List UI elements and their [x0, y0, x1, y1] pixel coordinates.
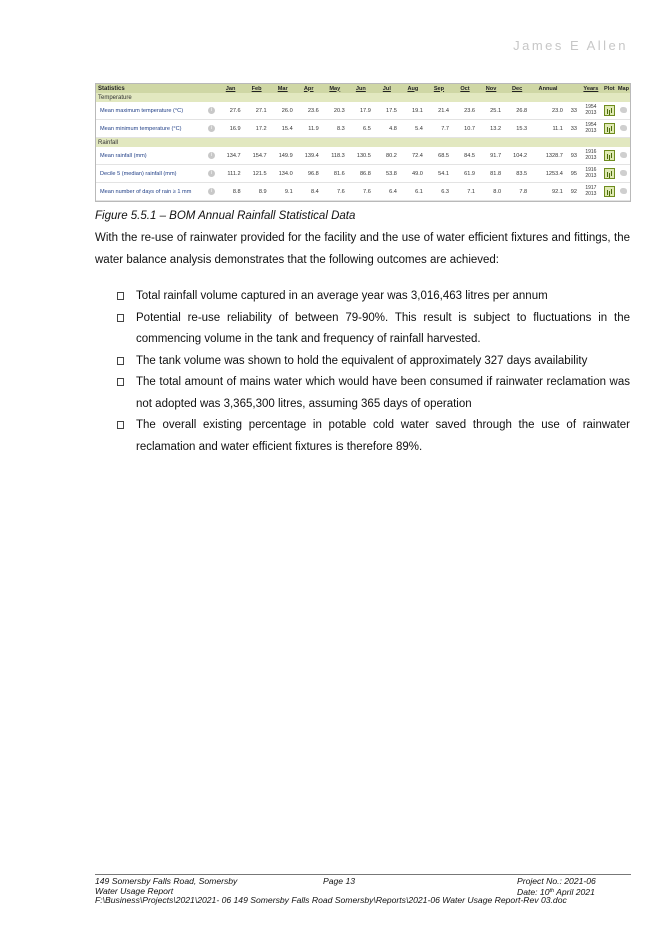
table-header-cell: Nov	[478, 84, 504, 93]
month-value: 26.8	[504, 102, 530, 120]
table-row	[96, 147, 630, 165]
years-to: 2013	[585, 154, 597, 161]
years-from: 1954	[585, 104, 597, 110]
bullet-box-icon	[117, 378, 124, 386]
list-item	[117, 351, 630, 373]
footer-file-path: F:\Business\Projects\2021\2021- 06 149 Somersby Falls Road Somersby\Reports\2021-06 Water Usage Report-Rev 03.doc	[95, 895, 567, 906]
list-item-text: Potential re-use reliability of between 79-90%. This result is subject to fluctuations in the commencing volume in the tank and frequency of rainfall harvested.	[136, 311, 630, 345]
list-item-text: The overall existing percentage in potable cold water saved through the use of rainwater reclamation and water efficient fixtures is therefore 89%.	[136, 419, 630, 453]
month-value: 25.1	[478, 102, 504, 120]
row-label[interactable]: Decile 5 (median) rainfall (mm)	[96, 165, 206, 183]
outcomes-list	[117, 286, 630, 458]
month-value: 61.9	[452, 165, 478, 183]
australia-map-icon[interactable]	[620, 152, 627, 158]
years-count: 33	[566, 102, 580, 120]
brand-logo-text: James E Allen	[513, 38, 628, 53]
month-value: 8.3	[322, 120, 348, 138]
table-row	[96, 120, 630, 138]
australia-map-icon[interactable]	[620, 125, 627, 131]
month-value: 8.0	[478, 183, 504, 201]
month-value: 27.6	[218, 102, 244, 120]
month-value: 23.6	[452, 102, 478, 120]
years-range	[580, 147, 602, 165]
footer-date-suffix: April 2021	[554, 886, 595, 897]
month-value: 7.7	[426, 120, 452, 138]
month-value: 91.7	[478, 147, 504, 165]
map-cell[interactable]	[617, 147, 630, 165]
bullet-box-icon	[117, 357, 124, 365]
month-value: 53.8	[374, 165, 400, 183]
info-icon[interactable]: i	[208, 152, 215, 159]
month-value: 7.6	[322, 183, 348, 201]
list-item-text: The total amount of mains water which would have been consumed if rainwater reclamation was not adopted was 3,365,300 litres, assuming 365 days of operation	[136, 376, 630, 410]
table-header-cell	[206, 84, 218, 93]
years-range	[580, 102, 602, 120]
table-header-row	[96, 84, 630, 93]
footer-date-prefix: Date: 10	[517, 886, 550, 897]
month-value: 83.5	[504, 165, 530, 183]
map-cell[interactable]	[617, 102, 630, 120]
month-value: 26.0	[270, 102, 296, 120]
footer-report-title: Water Usage Report	[95, 885, 174, 896]
month-value: 72.4	[400, 147, 426, 165]
table-header-cell: Mar	[270, 84, 296, 93]
list-item	[117, 286, 630, 308]
section-title: Rainfall	[96, 138, 630, 148]
section-title: Temperature	[96, 93, 630, 102]
footer-project-number: Project No.: 2021-06	[517, 876, 596, 886]
table-header-cell: May	[322, 84, 348, 93]
years-from: 1917	[585, 185, 597, 191]
annual-value: 23.0	[530, 102, 566, 120]
table-section-row	[96, 138, 630, 148]
list-item	[117, 372, 630, 415]
years-to: 2013	[585, 127, 597, 134]
list-item-text: Total rainfall volume captured in an average year was 3,016,463 litres per annum	[136, 290, 548, 302]
month-value: 17.2	[244, 120, 270, 138]
australia-map-icon[interactable]	[620, 170, 627, 176]
bar-chart-icon[interactable]	[604, 150, 615, 161]
month-value: 130.5	[348, 147, 374, 165]
table-header-cell: Sep	[426, 84, 452, 93]
list-item	[117, 308, 630, 351]
month-value: 139.4	[296, 147, 322, 165]
years-from: 1916	[585, 167, 597, 173]
annual-value: 1328.7	[530, 147, 566, 165]
month-value: 17.5	[374, 102, 400, 120]
page-footer	[95, 874, 631, 906]
years-count: 33	[566, 120, 580, 138]
bom-statistics-table	[95, 83, 631, 202]
month-value: 6.3	[426, 183, 452, 201]
plot-cell[interactable]	[602, 120, 617, 138]
month-value: 13.2	[478, 120, 504, 138]
month-value: 6.1	[400, 183, 426, 201]
list-item-text: The tank volume was shown to hold the equivalent of approximately 327 days availability	[136, 354, 588, 367]
bullet-box-icon	[117, 314, 124, 322]
body-paragraph: With the re-use of rainwater provided for the facility and the use of water efficient fixtures and fittings, the water balance analysis demonstrates that the following outcomes are achieved:	[95, 232, 630, 266]
month-value: 7.1	[452, 183, 478, 201]
month-value: 111.2	[218, 165, 244, 183]
years-to: 2013	[585, 172, 597, 179]
month-value: 15.4	[270, 120, 296, 138]
plot-cell[interactable]	[602, 165, 617, 183]
info-cell[interactable]	[206, 165, 218, 183]
plot-cell[interactable]	[602, 147, 617, 165]
table-header-cell: Jan	[218, 84, 244, 93]
bar-chart-icon[interactable]	[604, 123, 615, 134]
info-cell[interactable]	[206, 147, 218, 165]
table-header-cell: Plot	[602, 84, 617, 93]
table-row	[96, 183, 630, 201]
footer-page-number: Page 13	[323, 876, 356, 886]
row-label[interactable]: Mean minimum temperature (°C)	[96, 120, 206, 138]
month-value: 11.9	[296, 120, 322, 138]
plot-cell[interactable]	[602, 183, 617, 201]
month-value: 23.6	[296, 102, 322, 120]
table-header-cell: Oct	[452, 84, 478, 93]
table-header-cell: Statistics	[96, 84, 206, 93]
bullet-box-icon	[117, 292, 124, 300]
month-value: 6.4	[374, 183, 400, 201]
month-value: 20.3	[322, 102, 348, 120]
month-value: 80.2	[374, 147, 400, 165]
bullet-box-icon	[117, 421, 124, 429]
month-value: 15.3	[504, 120, 530, 138]
years-from: 1916	[585, 149, 597, 155]
years-to: 2013	[585, 190, 597, 197]
month-value: 149.9	[270, 147, 296, 165]
plot-cell[interactable]	[602, 102, 617, 120]
map-cell[interactable]	[617, 183, 630, 201]
month-value: 8.4	[296, 183, 322, 201]
month-value: 19.1	[400, 102, 426, 120]
footer-address: 149 Somersby Falls Road, Somersby	[95, 876, 238, 886]
month-value: 96.8	[296, 165, 322, 183]
month-value: 5.4	[400, 120, 426, 138]
month-value: 84.5	[452, 147, 478, 165]
month-value: 81.6	[322, 165, 348, 183]
table-header-cell: Annual	[530, 84, 566, 93]
info-cell[interactable]	[206, 102, 218, 120]
month-value: 68.5	[426, 147, 452, 165]
info-cell[interactable]	[206, 120, 218, 138]
years-range	[580, 120, 602, 138]
table-header-cell: Apr	[296, 84, 322, 93]
month-value: 9.1	[270, 183, 296, 201]
years-range	[580, 165, 602, 183]
map-cell[interactable]	[617, 120, 630, 138]
table-row	[96, 102, 630, 120]
table-header-cell: Jun	[348, 84, 374, 93]
info-icon[interactable]: i	[208, 107, 215, 114]
footer-date-sup: th	[549, 887, 555, 894]
table-header-cell: Aug	[400, 84, 426, 93]
row-label[interactable]: Mean maximum temperature (°C)	[96, 102, 206, 120]
table-header-cell: Dec	[504, 84, 530, 93]
australia-map-icon[interactable]	[620, 107, 627, 113]
month-value: 8.8	[218, 183, 244, 201]
row-label[interactable]: Mean rainfall (mm)	[96, 147, 206, 165]
table-header-cell: Feb	[244, 84, 270, 93]
years-count: 95	[566, 165, 580, 183]
info-icon[interactable]: i	[208, 170, 215, 177]
years-from: 1954	[585, 122, 597, 128]
table-header-cell: Map	[617, 85, 630, 92]
month-value: 27.1	[244, 102, 270, 120]
row-label[interactable]: Mean number of days of rain ≥ 1 mm	[96, 183, 206, 201]
month-value: 104.2	[504, 147, 530, 165]
table-section-row	[96, 93, 630, 102]
month-value: 49.0	[400, 165, 426, 183]
table-header-cell: Years	[580, 84, 602, 93]
month-value: 7.8	[504, 183, 530, 201]
bar-chart-icon[interactable]	[604, 105, 615, 116]
month-value: 86.8	[348, 165, 374, 183]
years-count: 92	[566, 183, 580, 201]
month-value: 7.6	[348, 183, 374, 201]
month-value: 134.0	[270, 165, 296, 183]
annual-value: 11.1	[530, 120, 566, 138]
month-value: 17.9	[348, 102, 374, 120]
table-header-cell: Jul	[374, 84, 400, 93]
month-value: 54.1	[426, 165, 452, 183]
info-icon[interactable]: i	[208, 188, 215, 195]
month-value: 118.3	[322, 147, 348, 165]
years-range	[580, 183, 602, 201]
annual-value: 92.1	[530, 183, 566, 201]
info-cell[interactable]	[206, 183, 218, 201]
list-item	[117, 415, 630, 458]
years-to: 2013	[585, 109, 597, 116]
australia-map-icon[interactable]	[620, 188, 627, 194]
bar-chart-icon[interactable]	[604, 168, 615, 179]
month-value: 134.7	[218, 147, 244, 165]
figure-caption: Figure 5.5.1 – BOM Annual Rainfall Statistical Data	[95, 210, 356, 222]
info-icon[interactable]: i	[208, 125, 215, 132]
years-count: 93	[566, 147, 580, 165]
map-cell[interactable]	[617, 165, 630, 183]
month-value: 81.8	[478, 165, 504, 183]
month-value: 6.5	[348, 120, 374, 138]
month-value: 121.5	[244, 165, 270, 183]
month-value: 4.8	[374, 120, 400, 138]
table-row	[96, 165, 630, 183]
bar-chart-icon[interactable]	[604, 186, 615, 197]
month-value: 154.7	[244, 147, 270, 165]
month-value: 8.9	[244, 183, 270, 201]
table-header-cell	[566, 84, 580, 93]
month-value: 16.9	[218, 120, 244, 138]
annual-value: 1253.4	[530, 165, 566, 183]
month-value: 21.4	[426, 102, 452, 120]
month-value: 10.7	[452, 120, 478, 138]
